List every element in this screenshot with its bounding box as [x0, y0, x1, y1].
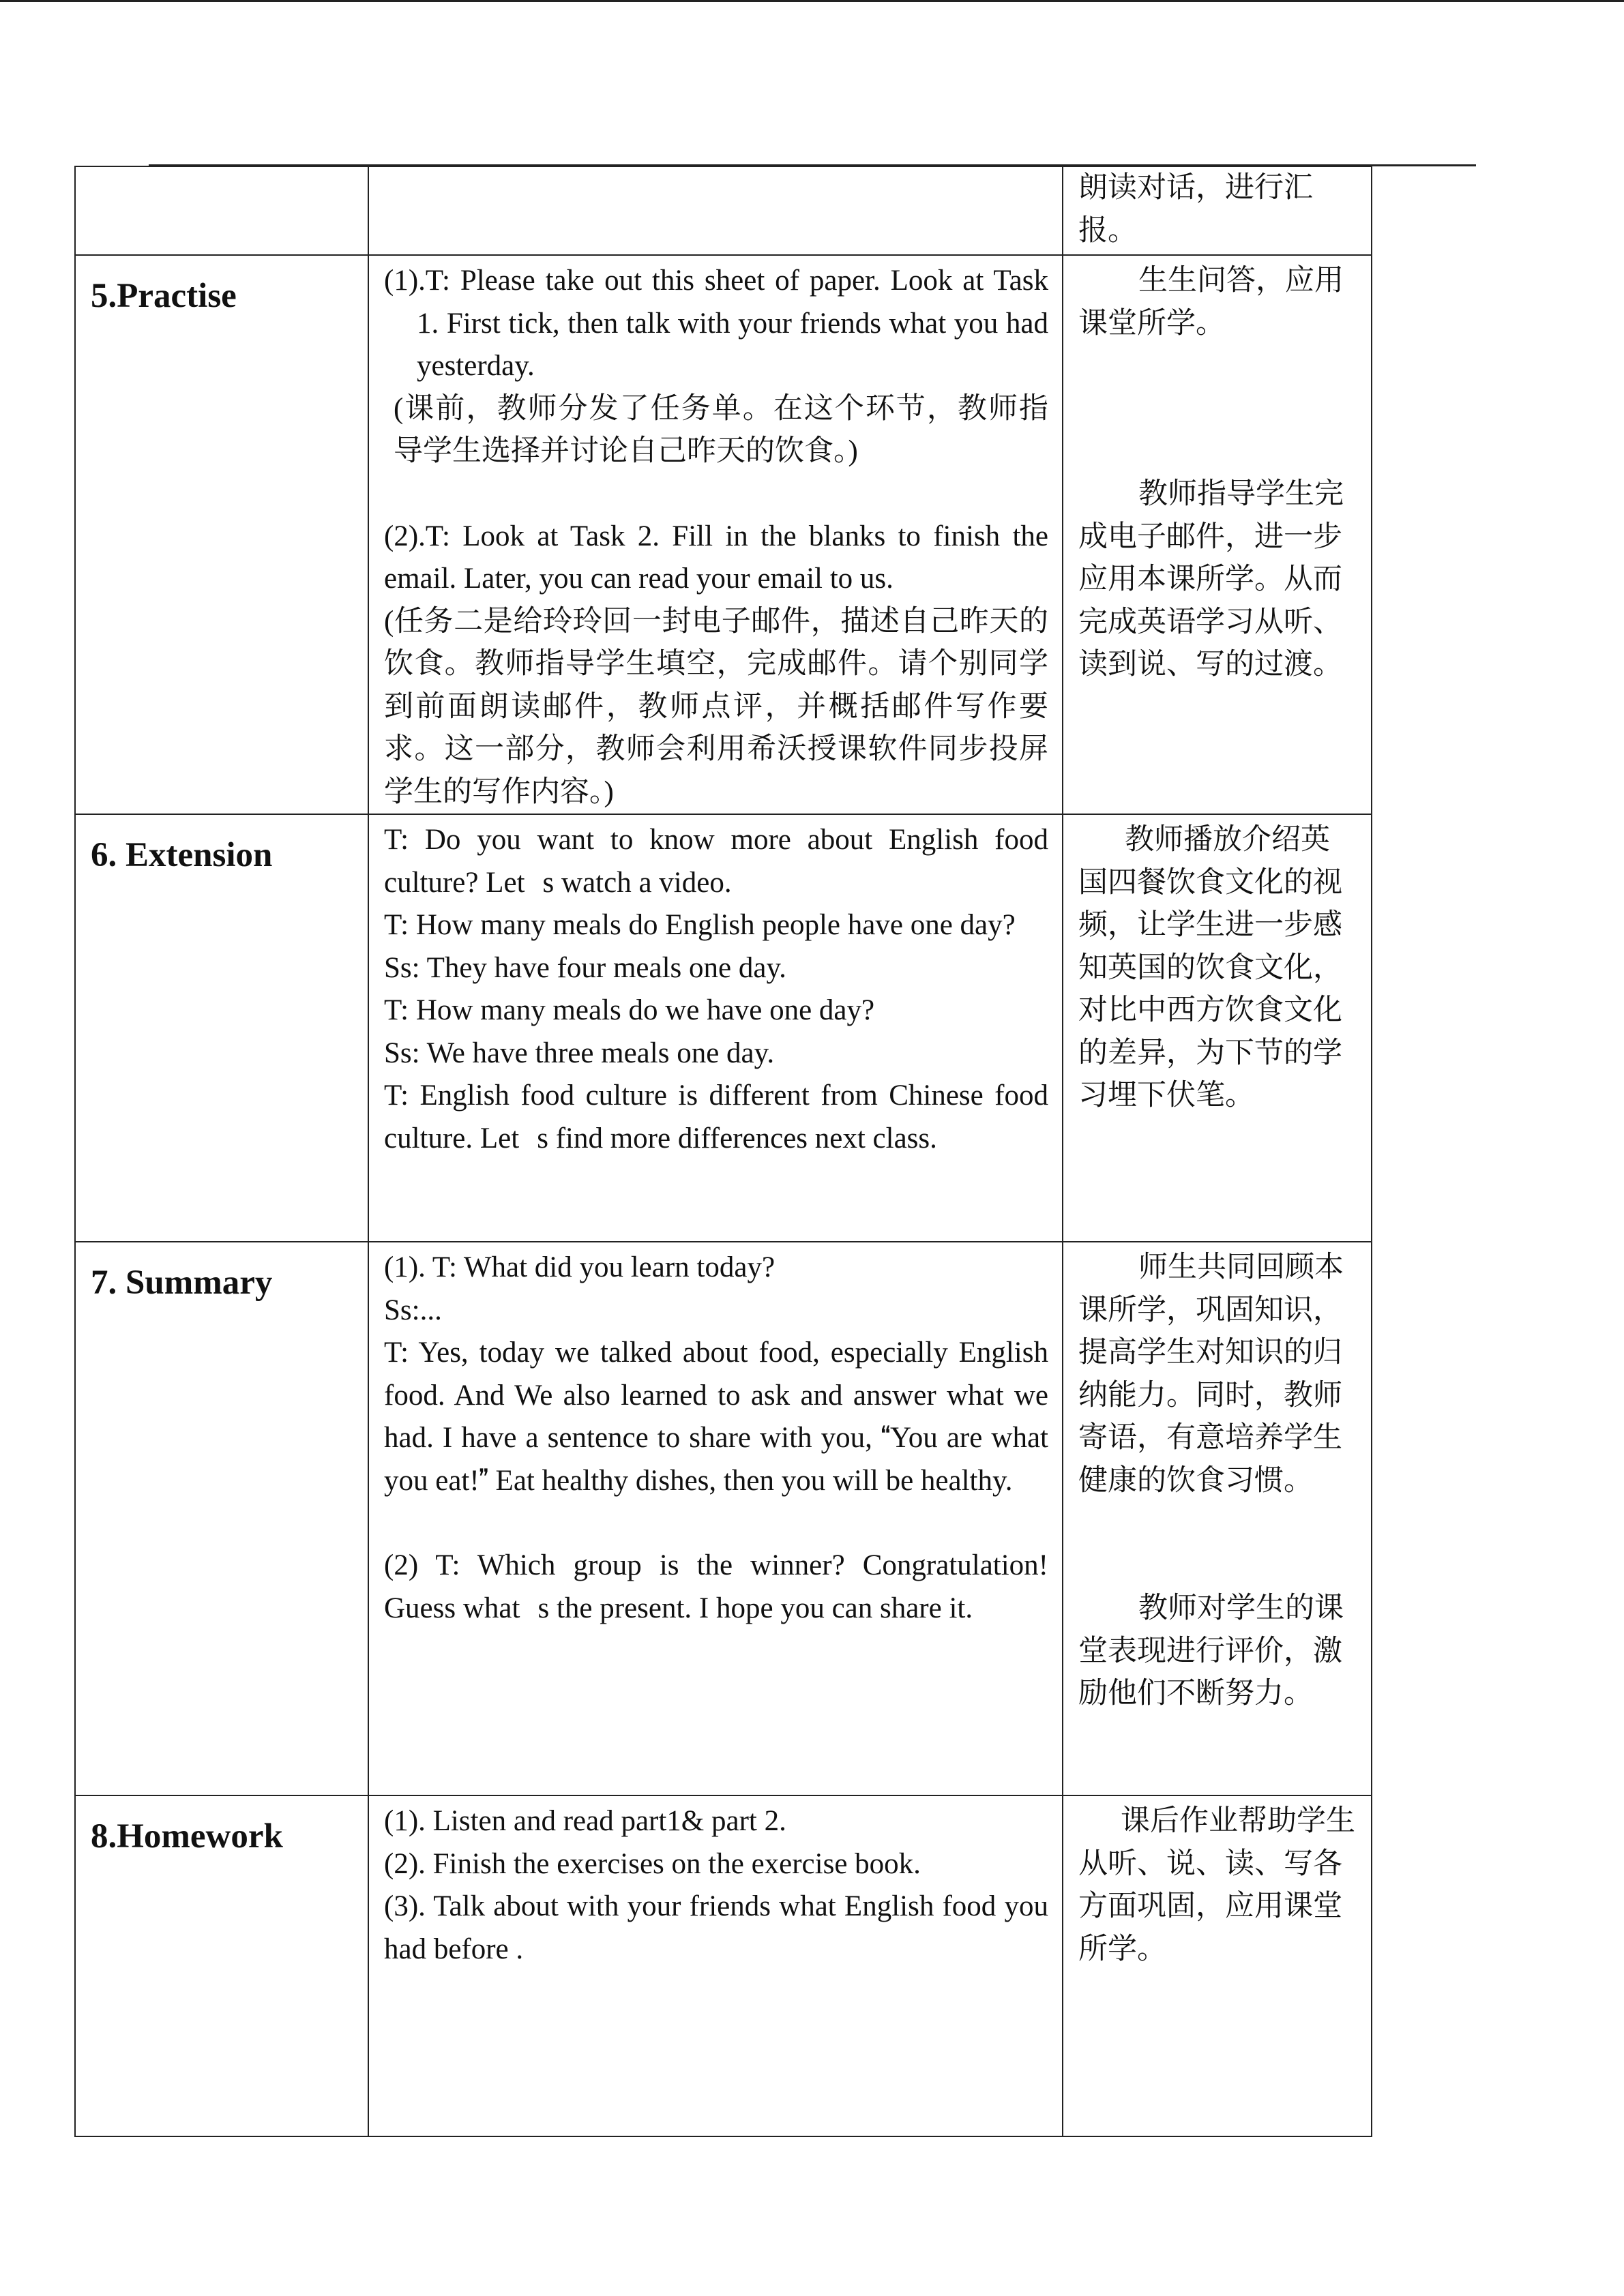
notes-cell: [1063, 1242, 1372, 1795]
stage-cell: [75, 1242, 368, 1795]
stage-cell: [75, 255, 368, 814]
table-row: [75, 1242, 1372, 1795]
spacer: [1078, 345, 1357, 473]
table-row: [75, 1795, 1372, 2136]
stage-cell: [75, 166, 368, 255]
steps-cell: [368, 166, 1063, 255]
step-text: (3). Talk about with your friends what English food you had before .: [384, 1890, 1048, 1965]
table-row: [75, 166, 1372, 255]
steps-cell: [368, 1795, 1063, 2136]
step-text: (2). Finish the exercises on the exercise book.: [384, 1847, 921, 1880]
spacer: [384, 1502, 1048, 1545]
step-text: T: How many meals do English people have one day?: [384, 909, 1016, 941]
note-text: 课后作业帮助学生从听、说、读、写各方面巩固，应用课堂所学。: [1078, 1805, 1355, 1965]
note-text: 教师指导学生完成电子邮件，进一步应用本课所学。从而完成英语学习从听、读到说、写的过渡。: [1078, 478, 1344, 681]
note-text: 生生问答，应用课堂所学。: [1078, 265, 1344, 340]
step-text: T: English food culture is different from Chinese food culture. Lets find more differences next class.: [384, 1079, 1048, 1154]
stage-title: 5.Practise: [91, 277, 237, 315]
step-text: Ss: We have three meals one day.: [384, 1037, 775, 1069]
steps-cell: [368, 255, 1063, 814]
step-text: (2) T: Which group is the winner? Congratulation! Guess whats the present. I hope you can share it.: [384, 1549, 1048, 1624]
note-text: 教师播放介绍英国四餐饮食文化的视频，让学生进一步感知英国的饮食文化，对比中西方饮食文化的差异，为下节的学习埋下伏笔。: [1078, 824, 1342, 1112]
step-text: T: Yes, today we talked about food, especially English food. And We also learned to ask and answer what we had. I have a sentence to share with you, You are what you eat! Eat healthy dishes, then you will be healthy.: [384, 1337, 1048, 1497]
step-text: T: How many meals do we have one day?: [384, 994, 875, 1026]
stage-title: 6. Extension: [91, 836, 273, 874]
table-row: [75, 814, 1372, 1242]
table-row: [75, 255, 1372, 814]
lesson-plan-table: [74, 166, 1372, 2137]
step-text: (1). Listen and read part1& part 2.: [384, 1805, 786, 1837]
note-text: 朗读对话，进行汇报。: [1078, 172, 1313, 247]
notes-cell: [1063, 1795, 1372, 2136]
stage-title: 7. Summary: [91, 1264, 273, 1302]
step-text: T: Do you want to know more about English food culture? Lets watch a video.: [384, 824, 1048, 899]
steps-cell: [368, 814, 1063, 1242]
note-text: 师生共同回顾本课所学，巩固知识，提高学生对知识的归纳能力。同时，教师寄语，有意培养学生健康的饮食习惯。: [1078, 1251, 1344, 1497]
page-top-edge: [0, 0, 1624, 2]
notes-cell: [1063, 166, 1372, 255]
step-text: (1). T: What did you learn today?: [384, 1251, 776, 1283]
step-text: (1).T: Please take out this sheet of paper. Look at Task 1. First tick, then talk with your friends what you had yesterday.: [384, 265, 1048, 382]
steps-cell: [368, 1242, 1063, 1795]
stage-cell: [75, 1795, 368, 2136]
step-text: Ss:...: [384, 1294, 442, 1326]
step-text: (课前，教师分发了任务单。在这个环节，教师指导学生选择并讨论自己昨天的饮食。): [394, 392, 1048, 467]
spacer: [1078, 1502, 1357, 1587]
note-text: 教师对学生的课堂表现进行评价，激励他们不断努力。: [1078, 1592, 1344, 1710]
stage-title: 8.Homework: [91, 1817, 283, 1855]
notes-cell: [1063, 255, 1372, 814]
spacer: [384, 473, 1048, 516]
notes-cell: [1063, 814, 1372, 1242]
step-text: (任务二是给玲玲回一封电子邮件，描述自己昨天的饮食。教师指导学生填空，完成邮件。请个别同学到前面朗读邮件，教师点评，并概括邮件写作要求。这一部分，教师会利用希沃授课软件同步投屏学生的写作内容。): [384, 605, 1048, 808]
step-text: (2).T: Look at Task 2. Fill in the blanks to finish the email. Later, you can read your email to us.: [384, 520, 1048, 595]
stage-cell: [75, 814, 368, 1242]
step-text: Ss: They have four meals one day.: [384, 951, 786, 984]
